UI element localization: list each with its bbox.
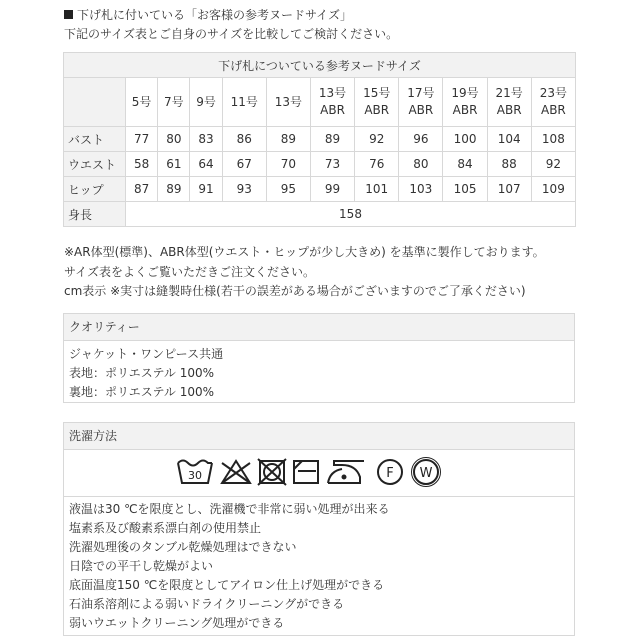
- table-row: [64, 152, 576, 177]
- table-cell: 70: [266, 152, 310, 177]
- wash-line: 液温は30 ℃を限度とし、洗濯機で非常に弱い処理が出来る: [69, 502, 390, 516]
- table-cell: 88: [487, 152, 531, 177]
- size-table-header-row: [64, 78, 576, 127]
- wash-title: 洗濯方法: [64, 423, 574, 450]
- table-cell: 103: [399, 177, 443, 202]
- size-column-header: [190, 78, 222, 127]
- intro-subtext: 下記のサイズ表とご自身のサイズを比較してご検討ください。: [64, 27, 399, 41]
- table-cell: 93: [222, 177, 266, 202]
- size-label: 7号: [164, 94, 184, 109]
- table-cell: 58: [126, 152, 158, 177]
- no-tumble-dry-icon: [258, 459, 286, 485]
- table-cell: 92: [531, 152, 575, 177]
- table-row: [64, 177, 576, 202]
- quality-body: [64, 341, 574, 402]
- table-cell: 67: [222, 152, 266, 177]
- quality-line: ジャケット・ワンピース共通: [69, 347, 224, 361]
- table-cell: 86: [222, 127, 266, 152]
- quality-line: 裏地：ポリエステル 100%: [69, 385, 215, 399]
- dry-clean-f-icon: [378, 460, 402, 484]
- size-label: 9号: [196, 94, 216, 109]
- size-type-label: ABR: [452, 103, 478, 117]
- table-cell: 96: [399, 127, 443, 152]
- row-label: ウエスト: [64, 152, 126, 177]
- size-notes: [64, 243, 545, 302]
- line-dry-shade-icon: [294, 461, 318, 483]
- size-label: 23号: [539, 86, 568, 100]
- wash-section: [63, 422, 575, 636]
- table-cell: 89: [158, 177, 190, 202]
- table-cell: 109: [531, 177, 575, 202]
- table-cell: 99: [310, 177, 354, 202]
- table-cell: 64: [190, 152, 222, 177]
- table-cell: 91: [190, 177, 222, 202]
- table-cell: 89: [266, 127, 310, 152]
- table-cell: 100: [443, 127, 487, 152]
- wash-line: 塩素系及び酸素系漂白剤の使用禁止: [69, 521, 262, 535]
- table-cell: 61: [158, 152, 190, 177]
- size-type-label: ABR: [540, 103, 566, 117]
- size-label: 19号: [451, 86, 479, 100]
- wash-body: [64, 497, 574, 633]
- quality-line: 表地：ポリエステル 100%: [69, 366, 215, 380]
- size-column-header: [222, 78, 266, 127]
- size-column-header: [126, 78, 158, 127]
- wet-clean-w-icon: [412, 458, 441, 487]
- size-table-body: [64, 127, 576, 202]
- height-row-value: 158: [126, 202, 576, 227]
- note-line: ※AR体型(標準)、ABR体型(ウエスト・ヒップが少し大きめ) を基準に製作しております。: [64, 245, 545, 259]
- size-type-label: ABR: [364, 103, 390, 117]
- size-label: 5号: [131, 94, 152, 109]
- row-label: ヒップ: [64, 177, 126, 202]
- iron-medium-icon: [328, 461, 364, 483]
- size-label: 15号: [363, 86, 391, 100]
- intro-text: [64, 6, 398, 44]
- wash-30-icon: [178, 461, 212, 484]
- table-cell: 101: [355, 177, 399, 202]
- size-label: 13号: [318, 86, 347, 100]
- note-line: サイズ表をよくご覧いただきご注文ください。: [64, 264, 316, 279]
- quality-section: [63, 313, 575, 403]
- header-corner-cell: [64, 78, 126, 127]
- size-column-header: [487, 78, 531, 127]
- no-bleach-icon: [222, 461, 250, 483]
- size-type-label: ABR: [320, 103, 345, 117]
- size-table-caption: 下げ札についている参考ヌードサイズ: [64, 53, 576, 78]
- size-column-header: [399, 78, 443, 127]
- wash-line: 弱いウエットクリーニング処理ができる: [69, 616, 285, 630]
- size-column-header: [355, 78, 399, 127]
- table-row: [64, 127, 576, 152]
- row-label: バスト: [64, 127, 126, 152]
- height-row-label: 身長: [64, 202, 126, 227]
- size-label: 13号: [274, 94, 303, 109]
- height-row: [64, 202, 576, 227]
- table-cell: 87: [126, 177, 158, 202]
- care-symbols: [174, 453, 464, 493]
- size-column-header: [531, 78, 575, 127]
- size-table: [63, 52, 576, 227]
- quality-title: クオリティー: [64, 314, 574, 341]
- table-cell: 76: [355, 152, 399, 177]
- intro-heading: 下げ札に付いている「お客様の参考ヌードサイズ」: [64, 6, 398, 25]
- wash-line: 日陰での平干し乾燥がよい: [69, 559, 214, 573]
- wash-line: 石油系溶剤による弱いドライクリーニングができる: [69, 597, 345, 611]
- table-cell: 105: [443, 177, 487, 202]
- table-cell: 80: [399, 152, 443, 177]
- table-cell: 73: [310, 152, 354, 177]
- size-label: 21号: [495, 86, 523, 100]
- size-column-header: [443, 78, 487, 127]
- size-column-header: [158, 78, 190, 127]
- table-cell: 84: [443, 152, 487, 177]
- table-cell: 95: [266, 177, 310, 202]
- table-cell: 83: [190, 127, 222, 152]
- size-table-caption-row: [64, 53, 576, 78]
- size-type-label: ABR: [408, 103, 434, 117]
- care-symbols-row: [64, 450, 574, 497]
- note-line: cm表示 ※実寸は縫製時仕様(若干の誤差がある場合がございますのでご了承ください): [64, 284, 526, 298]
- size-column-header: [310, 78, 354, 127]
- table-cell: 77: [126, 127, 158, 152]
- table-cell: 107: [487, 177, 531, 202]
- wash-line: 洗濯処理後のタンブル乾燥処理はできない: [69, 540, 297, 554]
- table-cell: 108: [531, 127, 575, 152]
- wash-line: 底面温度150 ℃を限度としてアイロン仕上げ処理ができる: [69, 578, 385, 592]
- size-type-label: ABR: [496, 103, 522, 117]
- dry-clean-letter: F: [386, 466, 394, 481]
- table-cell: 92: [355, 127, 399, 152]
- size-column-header: [266, 78, 310, 127]
- square-bullet-icon: [64, 10, 73, 19]
- table-cell: 80: [158, 127, 190, 152]
- wet-clean-letter: W: [419, 466, 433, 481]
- table-cell: 104: [487, 127, 531, 152]
- size-label: 17号: [407, 86, 435, 100]
- wash-temp-label: 30: [188, 469, 202, 482]
- size-label: 11号: [230, 94, 258, 109]
- table-cell: 89: [310, 127, 354, 152]
